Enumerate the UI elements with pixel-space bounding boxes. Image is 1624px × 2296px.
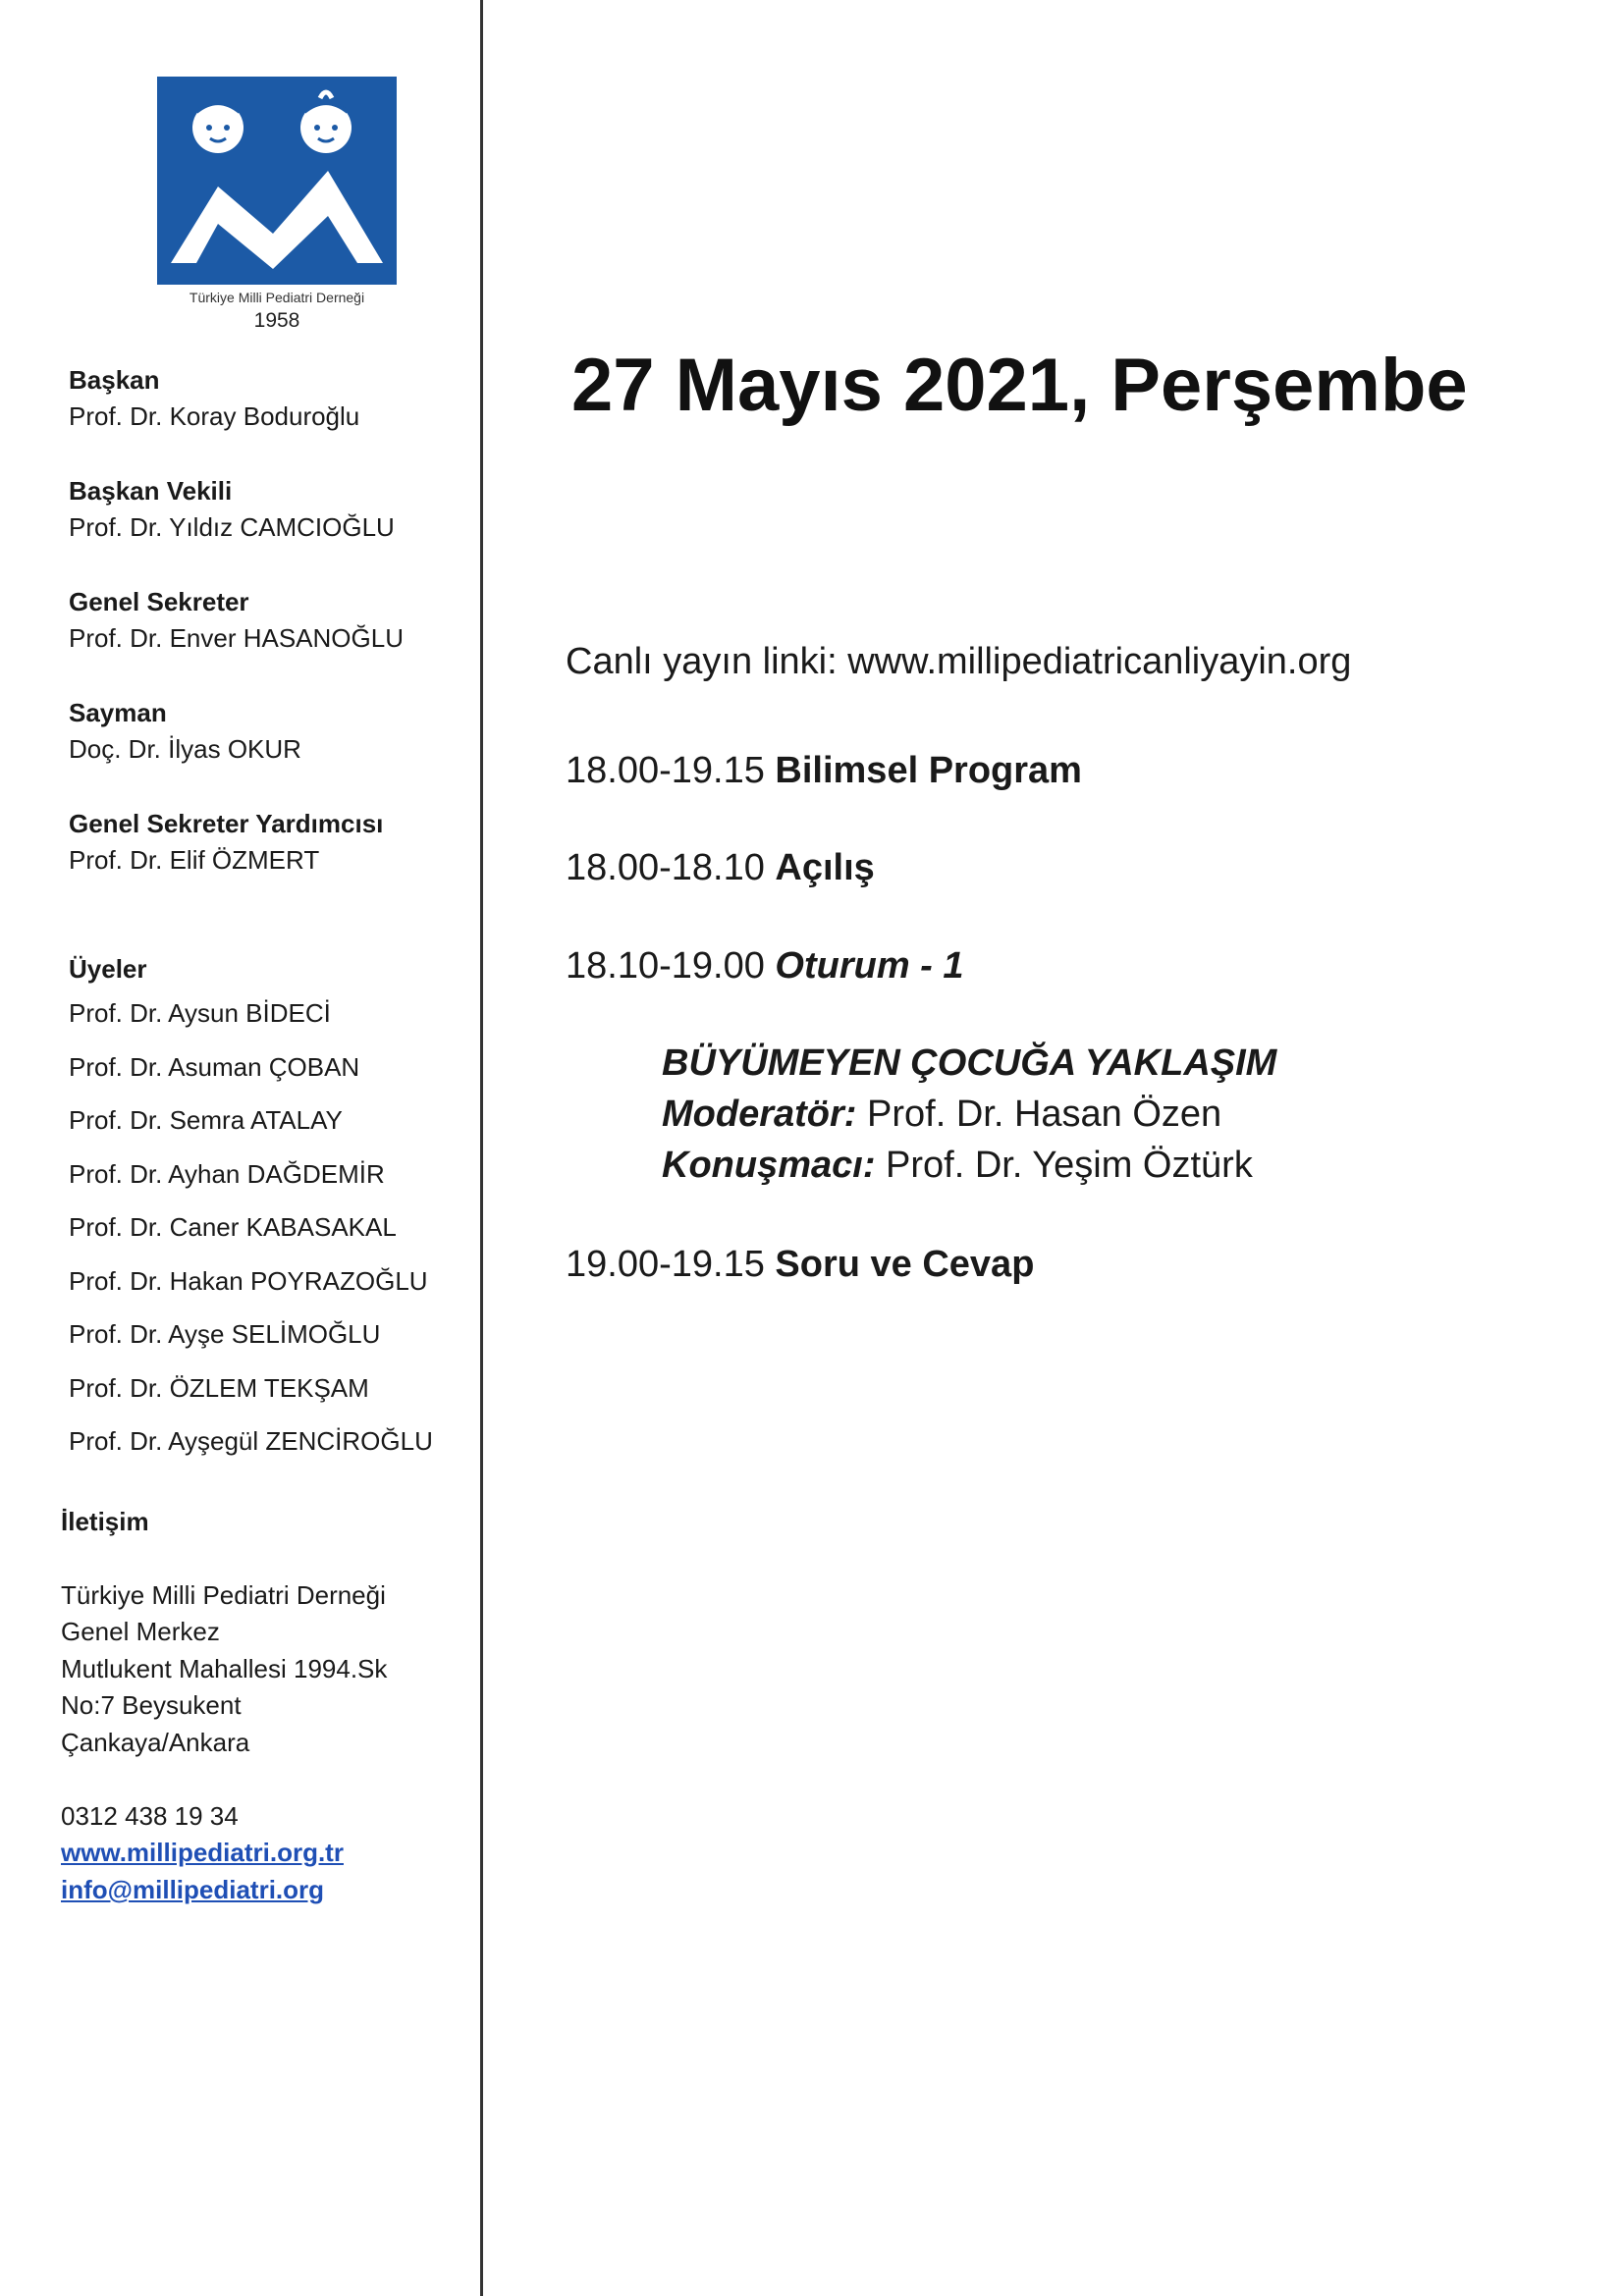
phone-number: 0312 438 19 34 — [61, 1801, 239, 1831]
website-link[interactable]: www.millipediatri.org.tr — [61, 1838, 344, 1867]
moderator-name: Prof. Dr. Hasan Özen — [867, 1094, 1222, 1135]
member-name: Prof. Dr. Asuman ÇOBAN — [69, 1052, 360, 1082]
program-label: Soru ve Cevap — [775, 1244, 1035, 1285]
board-role-assistant-secretary: Genel Sekreter Yardımcısı — [69, 809, 384, 838]
session-title: BÜYÜMEYEN ÇOCUĞA YAKLAŞIM — [662, 1042, 1277, 1084]
board-name-president: Prof. Dr. Koray Boduroğlu — [69, 401, 360, 431]
program-time: 19.00-19.15 — [566, 1244, 765, 1285]
program-label: Oturum - 1 — [775, 945, 964, 987]
board-role-vice-president: Başkan Vekili — [69, 476, 233, 506]
program-item — [566, 942, 964, 989]
member-name: Prof. Dr. Hakan POYRAZOĞLU — [69, 1266, 428, 1296]
board-name-assistant-secretary: Prof. Dr. Elif ÖZMERT — [69, 845, 320, 875]
member-name: Prof. Dr. Caner KABASAKAL — [69, 1212, 397, 1242]
speaker-name: Prof. Dr. Yeşim Öztürk — [886, 1145, 1253, 1186]
logo — [157, 77, 397, 336]
member-name: Prof. Dr. Ayşe SELİMOĞLU — [69, 1319, 381, 1349]
program-label: Bilimsel Program — [775, 750, 1082, 791]
session-speaker — [662, 1142, 1253, 1189]
program-time: 18.00-19.15 — [566, 750, 765, 791]
member-name: Prof. Dr. Aysun BİDECİ — [69, 998, 331, 1028]
program-time: 18.10-19.00 — [566, 945, 765, 987]
contact-heading: İletişim — [61, 1507, 149, 1536]
member-name: Prof. Dr. Ayhan DAĞDEMİR — [69, 1159, 385, 1189]
board-role-treasurer: Sayman — [69, 698, 167, 727]
address-line: Mutlukent Mahallesi 1994.Sk — [61, 1654, 388, 1683]
session-moderator — [662, 1091, 1221, 1138]
program-item — [566, 844, 875, 891]
email-link[interactable]: info@millipediatri.org — [61, 1875, 325, 1904]
logo-caption: Türkiye Milli Pediatri Derneği — [189, 290, 365, 305]
program-item — [566, 1241, 1034, 1288]
members-heading: Üyeler — [69, 954, 147, 984]
board-role-general-secretary: Genel Sekreter — [69, 587, 249, 616]
address-line: Genel Merkez — [61, 1617, 220, 1646]
page-title: 27 Mayıs 2021, Perşembe — [571, 344, 1468, 427]
logo-emblem — [157, 77, 397, 285]
moderator-label: Moderatör: — [662, 1094, 857, 1135]
address-line: Çankaya/Ankara — [61, 1728, 250, 1757]
logo-year: 1958 — [253, 309, 300, 332]
board-name-general-secretary: Prof. Dr. Enver HASANOĞLU — [69, 623, 404, 653]
column-divider — [480, 0, 483, 2296]
address-line: Türkiye Milli Pediatri Derneği — [61, 1580, 386, 1610]
program-label: Açılış — [775, 847, 875, 888]
member-name: Prof. Dr. ÖZLEM TEKŞAM — [69, 1373, 369, 1403]
program-item — [566, 747, 1082, 794]
live-stream-link: Canlı yayın linki: www.millipediatricanliyayin.org — [566, 641, 1352, 682]
member-name: Prof. Dr. Ayşegül ZENCİROĞLU — [69, 1426, 433, 1456]
board-name-treasurer: Doç. Dr. İlyas OKUR — [69, 734, 301, 764]
board-role-president: Başkan — [69, 365, 160, 395]
member-name: Prof. Dr. Semra ATALAY — [69, 1105, 343, 1135]
children-m-icon — [157, 77, 397, 285]
address-line: No:7 Beysukent — [61, 1690, 242, 1720]
program-time: 18.00-18.10 — [566, 847, 765, 888]
speaker-label: Konuşmacı: — [662, 1145, 876, 1186]
board-name-vice-president: Prof. Dr. Yıldız CAMCIOĞLU — [69, 512, 395, 542]
